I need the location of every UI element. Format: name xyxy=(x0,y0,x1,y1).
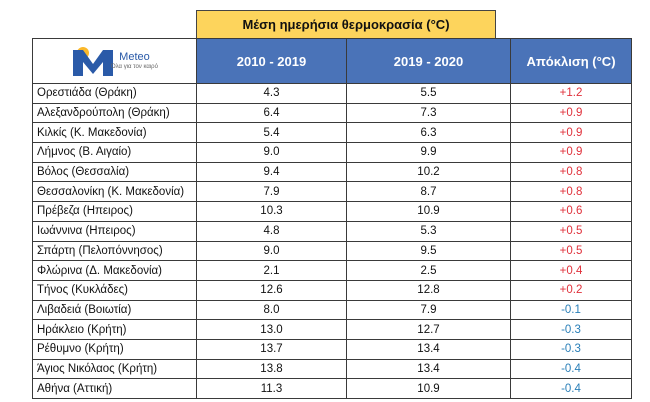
station-name: Λήμνος (Β. Αιγαίο) xyxy=(33,143,197,163)
value-2010-2019: 2.1 xyxy=(197,261,347,281)
value-2019-2020: 2.5 xyxy=(347,261,511,281)
column-header-2010-2019: 2010 - 2019 xyxy=(197,39,347,84)
logo-brand: Meteo xyxy=(119,51,150,63)
deviation-value: -0.1 xyxy=(511,300,632,320)
value-2010-2019: 10.3 xyxy=(197,202,347,222)
value-2010-2019: 4.8 xyxy=(197,221,347,241)
value-2019-2020: 10.9 xyxy=(347,379,511,399)
deviation-value: +0.8 xyxy=(511,182,632,202)
deviation-value: +0.9 xyxy=(511,103,632,123)
deviation-value: +0.5 xyxy=(511,221,632,241)
deviation-value: +0.9 xyxy=(511,123,632,143)
table-row xyxy=(33,339,632,359)
station-name: Ορεστιάδα (Θράκη) xyxy=(33,84,197,104)
value-2019-2020: 12.7 xyxy=(347,320,511,340)
value-2019-2020: 5.5 xyxy=(347,84,511,104)
deviation-value: +0.2 xyxy=(511,280,632,300)
station-name: Αλεξανδρούπολη (Θράκη) xyxy=(33,103,197,123)
logo-cell xyxy=(33,39,197,84)
value-2019-2020: 7.3 xyxy=(347,103,511,123)
value-2010-2019: 6.4 xyxy=(197,103,347,123)
value-2010-2019: 7.9 xyxy=(197,182,347,202)
value-2019-2020: 5.3 xyxy=(347,221,511,241)
station-name: Θεσσαλονίκη (Κ. Μακεδονία) xyxy=(33,182,197,202)
value-2010-2019: 9.0 xyxy=(197,241,347,261)
table-row xyxy=(33,202,632,222)
deviation-value: -0.4 xyxy=(511,379,632,399)
table-row xyxy=(33,359,632,379)
table-row xyxy=(33,103,632,123)
station-name: Βόλος (Θεσσαλία) xyxy=(33,162,197,182)
value-2019-2020: 7.9 xyxy=(347,300,511,320)
station-name: Τήνος (Κυκλάδες) xyxy=(33,280,197,300)
station-name: Αθήνα (Αττική) xyxy=(33,379,197,399)
value-2019-2020: 8.7 xyxy=(347,182,511,202)
value-2019-2020: 9.5 xyxy=(347,241,511,261)
temperature-table xyxy=(32,38,632,399)
table-row xyxy=(33,379,632,399)
deviation-value: +0.8 xyxy=(511,162,632,182)
deviation-value: -0.3 xyxy=(511,339,632,359)
table-row xyxy=(33,182,632,202)
value-2010-2019: 9.0 xyxy=(197,143,347,163)
table-row xyxy=(33,261,632,281)
header-row xyxy=(33,39,632,84)
value-2019-2020: 13.4 xyxy=(347,359,511,379)
deviation-value: +0.4 xyxy=(511,261,632,281)
value-2010-2019: 11.3 xyxy=(197,379,347,399)
table-row xyxy=(33,84,632,104)
station-name: Κιλκίς (Κ. Μακεδονία) xyxy=(33,123,197,143)
meteo-logo-icon xyxy=(69,44,117,78)
table-row xyxy=(33,123,632,143)
value-2010-2019: 12.6 xyxy=(197,280,347,300)
table-row xyxy=(33,300,632,320)
station-name: Σπάρτη (Πελοπόννησος) xyxy=(33,241,197,261)
deviation-value: -0.4 xyxy=(511,359,632,379)
table-row xyxy=(33,241,632,261)
table-row xyxy=(33,162,632,182)
deviation-value: +0.6 xyxy=(511,202,632,222)
station-name: Ιωάννινα (Ηπειρος) xyxy=(33,221,197,241)
station-name: Ηράκλειο (Κρήτη) xyxy=(33,320,197,340)
value-2019-2020: 12.8 xyxy=(347,280,511,300)
column-header-deviation: Απόκλιση (°C) xyxy=(511,39,632,84)
value-2019-2020: 6.3 xyxy=(347,123,511,143)
deviation-value: +1.2 xyxy=(511,84,632,104)
value-2010-2019: 13.0 xyxy=(197,320,347,340)
value-2019-2020: 10.9 xyxy=(347,202,511,222)
value-2010-2019: 4.3 xyxy=(197,84,347,104)
table-title: Μέση ημερήσια θερμοκρασία (°C) xyxy=(196,10,496,38)
value-2010-2019: 9.4 xyxy=(197,162,347,182)
station-name: Φλώρινα (Δ. Μακεδονία) xyxy=(33,261,197,281)
station-name: Λιβαδειά (Βοιωτία) xyxy=(33,300,197,320)
station-name: Πρέβεζα (Ηπειρος) xyxy=(33,202,197,222)
logo-tagline: Όλα για τον καιρό xyxy=(111,64,158,70)
column-header-2019-2020: 2019 - 2020 xyxy=(347,39,511,84)
table-row xyxy=(33,320,632,340)
table-row xyxy=(33,280,632,300)
deviation-value: -0.3 xyxy=(511,320,632,340)
table-body xyxy=(33,84,632,399)
table-row xyxy=(33,221,632,241)
value-2019-2020: 10.2 xyxy=(347,162,511,182)
value-2019-2020: 9.9 xyxy=(347,143,511,163)
value-2019-2020: 13.4 xyxy=(347,339,511,359)
value-2010-2019: 13.8 xyxy=(197,359,347,379)
station-name: Άγιος Νικόλαος (Κρήτη) xyxy=(33,359,197,379)
deviation-value: +0.5 xyxy=(511,241,632,261)
value-2010-2019: 8.0 xyxy=(197,300,347,320)
meteo-logo xyxy=(33,44,196,78)
value-2010-2019: 5.4 xyxy=(197,123,347,143)
deviation-value: +0.9 xyxy=(511,143,632,163)
station-name: Ρέθυμνο (Κρήτη) xyxy=(33,339,197,359)
table-row xyxy=(33,143,632,163)
value-2010-2019: 13.7 xyxy=(197,339,347,359)
